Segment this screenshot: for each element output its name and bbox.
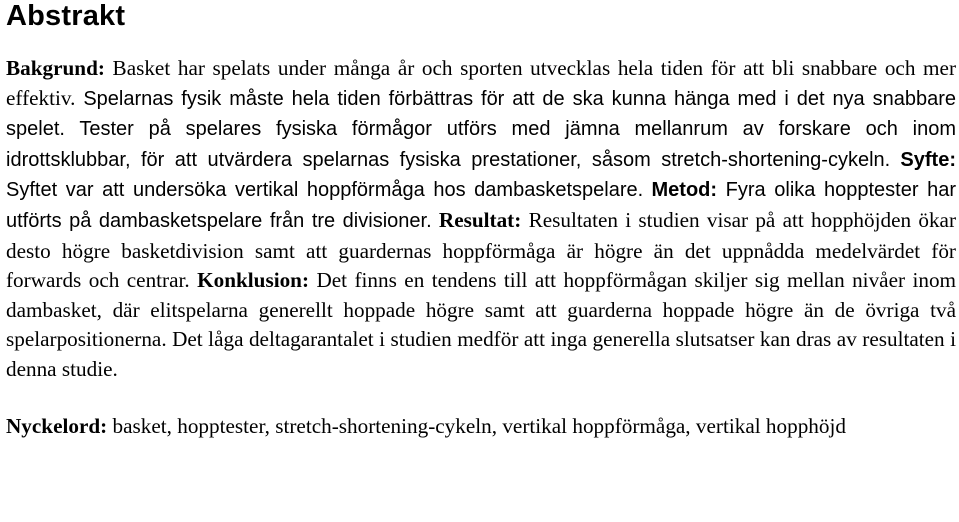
method-text: Fyra olika hopptester har utförts på dambasketspelare från tre divisioner.	[6, 179, 957, 232]
keywords-paragraph	[6, 412, 956, 442]
aim-text: Syftet var att undersöka vertikal hoppförmåga hos dambasketspelare.	[6, 179, 644, 202]
result-text: Resultaten i studien visar på att hopphöjden ökar desto högre basketdivision samt att guardernas hoppförmåga är högre än det uppnådda medelvärdet för forwards och centrar.	[6, 207, 957, 293]
method-label: Metod:	[651, 179, 718, 202]
keywords-label: Nyckelord:	[6, 413, 108, 438]
abstract-paragraph	[6, 54, 956, 385]
document-page	[6, 0, 956, 441]
page-title: Abstrakt	[6, 0, 126, 32]
conclusion-label: Konklusion:	[197, 268, 310, 293]
background-text-part-2: Spelarnas fysik måste hela tiden förbättras för att de ska kunna hänga med i det nya snabbare spelet. Tester på spelares fysiska förmågor utförs med jämna mellanrum av forskare och inom idrottsklubbar, för att utvärdera spelarnas fysiska prestationer, såsom stretch-shortening-cykeln.	[6, 87, 956, 171]
keywords-text: basket, hopptester, stretch-shortening-cykeln, vertikal hoppförmåga, vertikal hopphöjd	[107, 413, 846, 438]
conclusion-text: Det finns en tendens till att hoppförmågan skiljer sig mellan nivåer inom dambasket, där elitspelarna generellt hoppade högre samt att guarderna hoppade högre än de övriga två spelarpositionerna. Det låga deltagarantalet i studien medför att inga generella slutsatser kan dras av resultaten i denna studie.	[6, 268, 957, 381]
result-label: Resultat:	[438, 207, 522, 232]
background-text-part-1: Basket har spelats under många år och sporten utvecklas hela tiden för att bli snabbare och mer effektiv.	[6, 56, 956, 110]
background-label: Bakgrund:	[6, 56, 105, 80]
aim-label: Syfte:	[900, 148, 956, 171]
